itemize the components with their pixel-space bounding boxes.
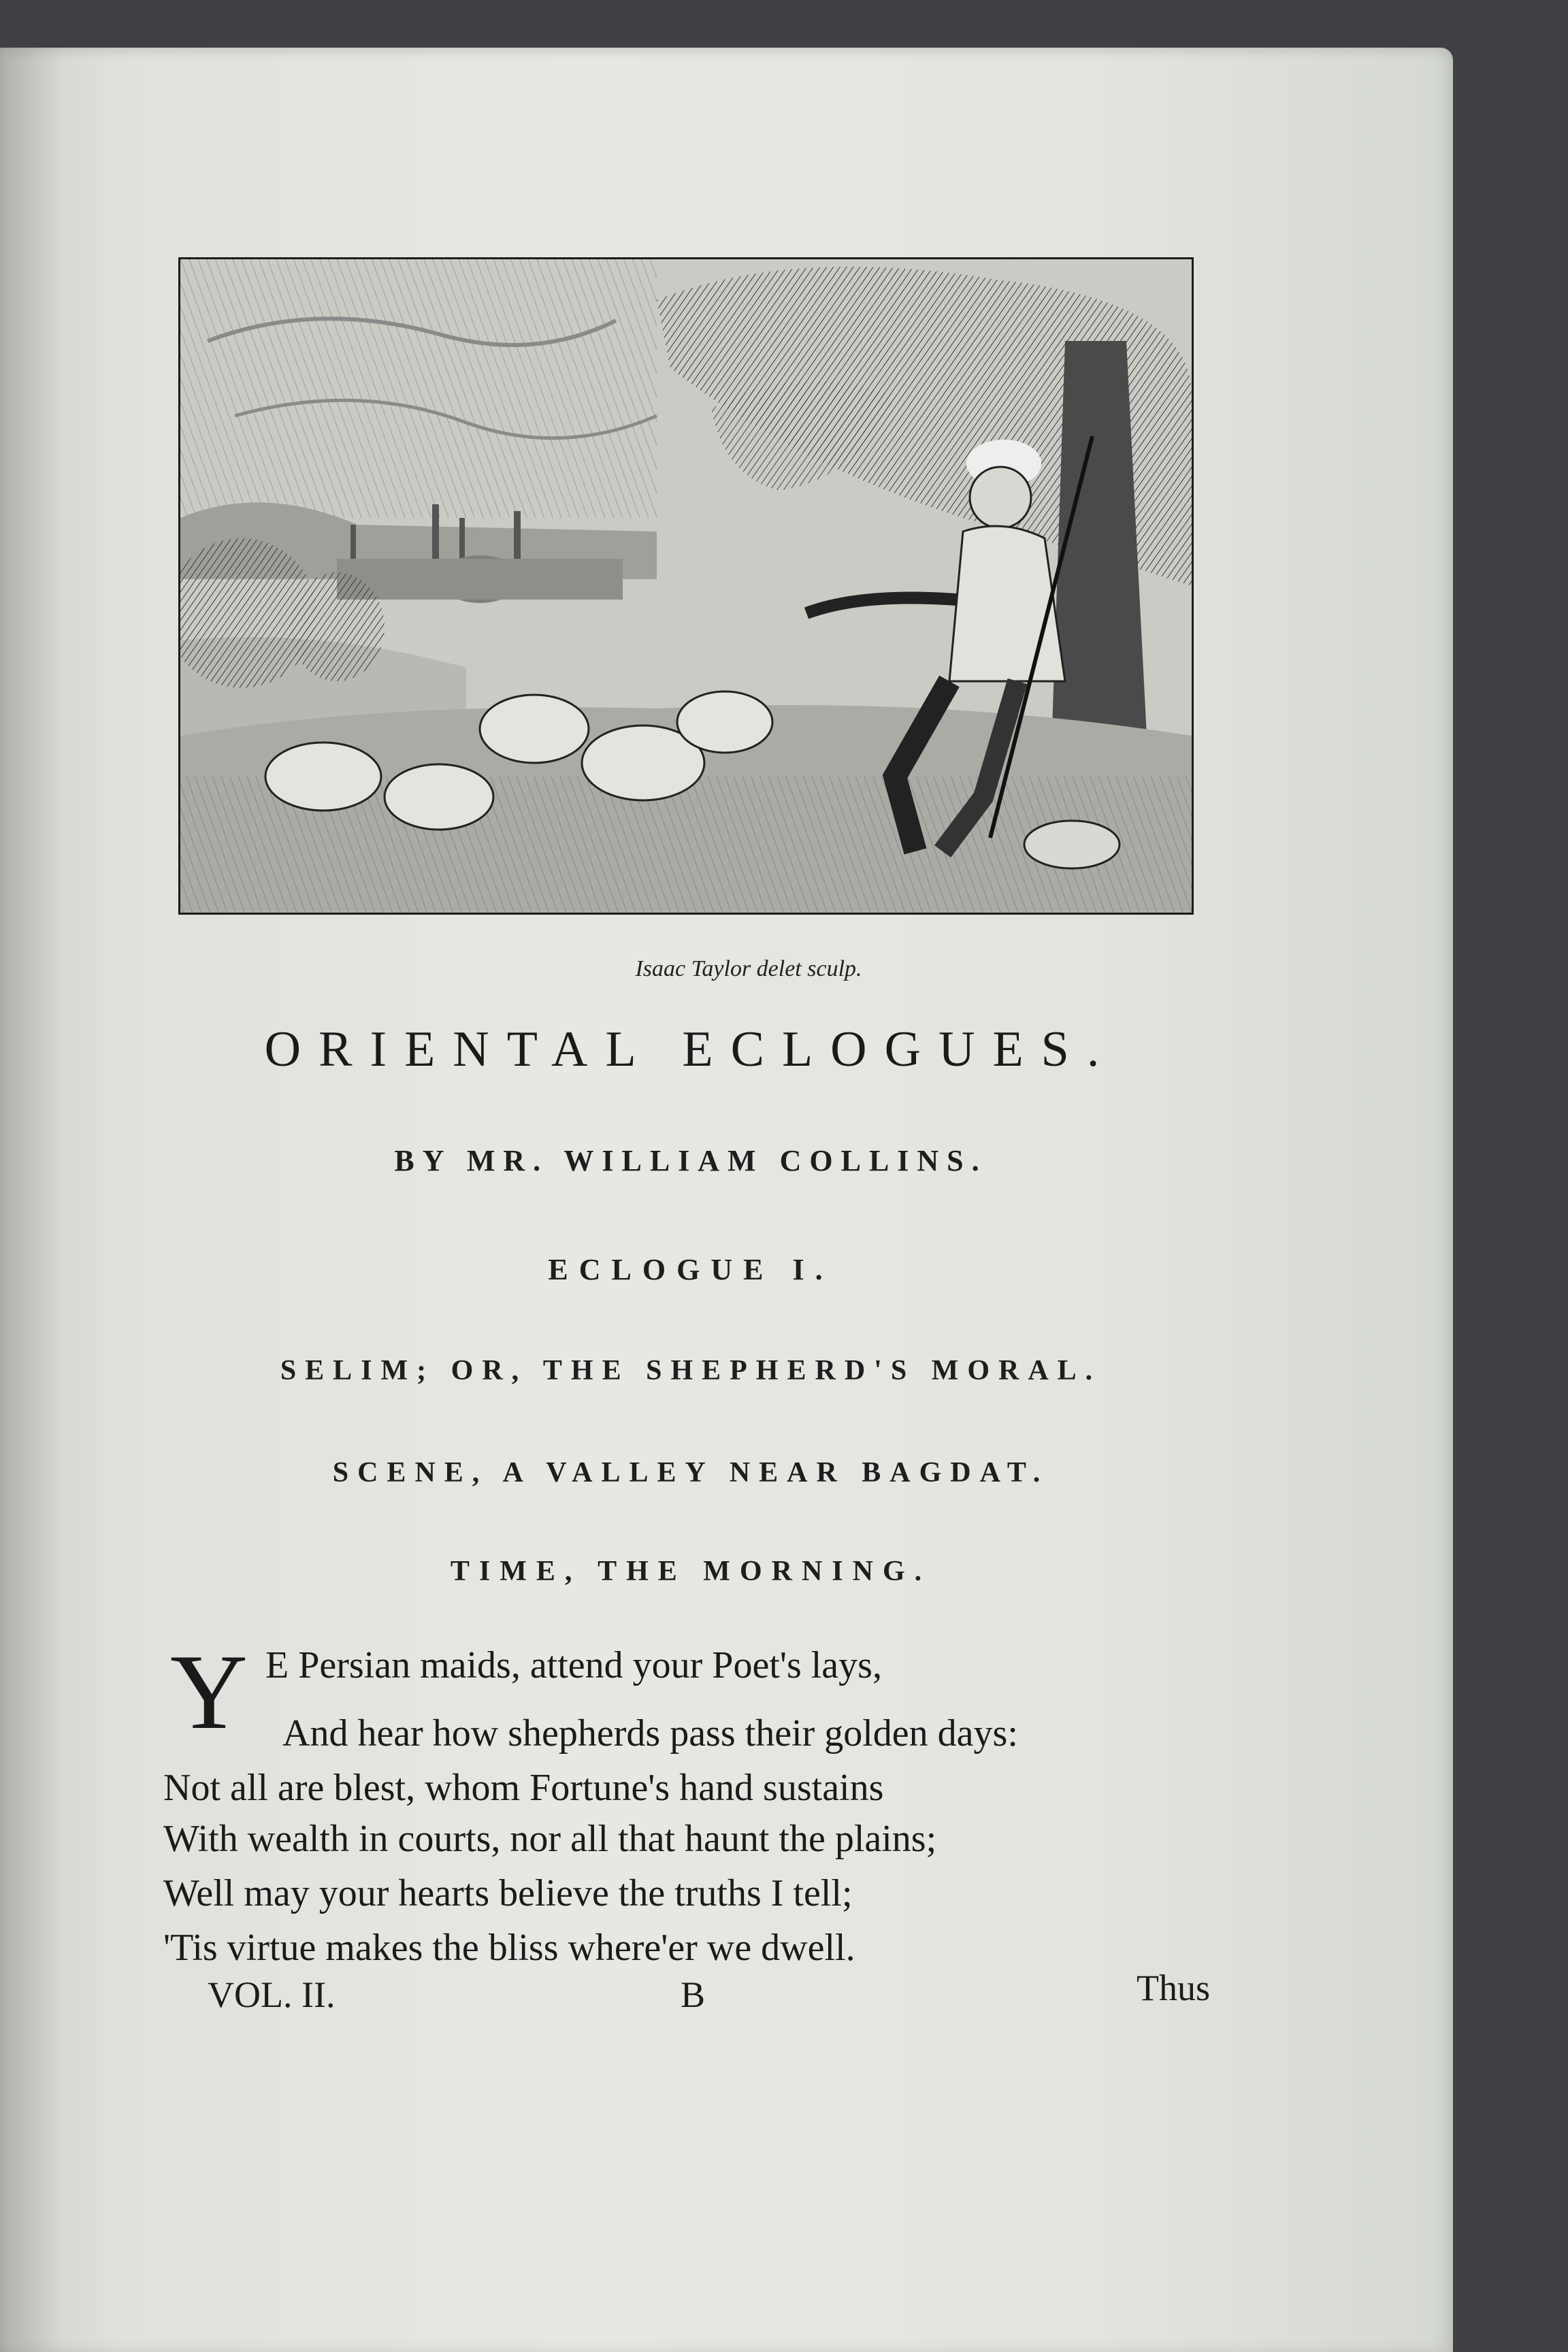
verse-line: 'Tis virtue makes the bliss where'er we dwell. [163, 1927, 855, 1969]
verse-line: With wealth in courts, nor all that haunt the plains; [163, 1818, 937, 1860]
author-line: BY MR. WILLIAM COLLINS. [394, 1144, 987, 1177]
eclogue-subtitle: SELIM; OR, THE SHEPHERD'S MORAL. [280, 1355, 1102, 1386]
verse-line: And hear how shepherds pass their golden days: [282, 1712, 1018, 1754]
signature-mark: B [681, 1974, 706, 2015]
catchword: Thus [1137, 1967, 1210, 2008]
frontispiece-engraving [178, 257, 1194, 915]
engraving-illustration [180, 259, 1192, 913]
verse-line: Not all are blest, whom Fortune's hand sustains [163, 1767, 884, 1809]
page-gutter-shadow [0, 48, 61, 2352]
scene-line: SCENE, A VALLEY NEAR BAGDAT. [332, 1457, 1049, 1488]
page-title: ORIENTAL ECLOGUES. [264, 1022, 1117, 1077]
engraver-credit: Isaac Taylor delet sculp. [635, 956, 862, 981]
drop-cap: Y [170, 1633, 248, 1752]
eclogue-heading: ECLOGUE I. [548, 1253, 834, 1286]
volume-label: VOL. II. [208, 1974, 336, 2015]
time-line: TIME, THE MORNING. [450, 1556, 932, 1587]
verse-line: E Persian maids, attend your Poet's lays, [265, 1644, 882, 1686]
verse-line: Well may your hearts believe the truths I tell; [163, 1872, 853, 1914]
